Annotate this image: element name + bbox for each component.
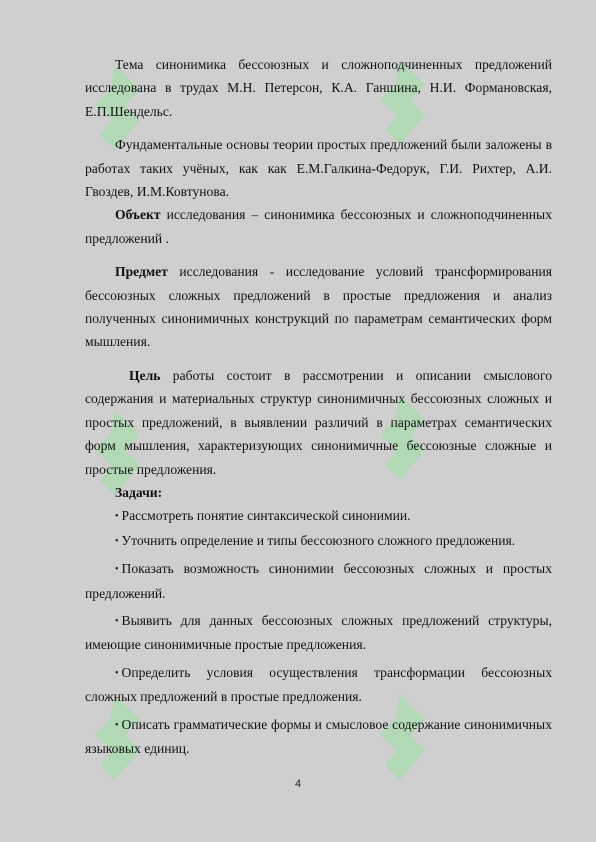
goal-label: Цель [129,367,161,383]
list-item: • Рассмотреть понятие синтаксической синонимии. [115,508,411,524]
paragraph-foundations: Фундаментальные основы теории простых предложений были заложены в работах таких учёных, как как Е.М.Галкина-Федорук, Г.И. Рихтер, А.И. Гвоздев, И.М.Ковтунова. [85,137,552,200]
goal-text: работы состоит в рассмотрении и описании смыслового содержания и материальных структур синонимичных бессоюзных сложных и простых предложений, в выявлении различий в параметрах семантических форм мышления, характеризующих синонимичные бессоюзные сложные и простые предложения. [85,367,552,477]
subject-text: исследования - исследование условий трансформирования бессоюзных сложных предложений в простые предложения и анализ полученных синонимичных конструкций по параметрам семантических форм мышления. [85,264,552,350]
list-item: • Уточнить определение и типы бессоюзного сложного предложения. [115,532,516,548]
paragraph-goal [85,364,552,481]
paragraph-object [85,203,552,250]
list-item: • Показать возможность синонимии бессоюзных сложных и простых предложений. [85,561,552,601]
page-number: 4 [294,778,302,790]
tasks-heading [85,481,552,504]
subject-label: Предмет [115,264,168,280]
bullet-icon: • [115,535,119,547]
list-item: • Описать грамматические формы и смысловое содержание синонимичных языковых единиц. [85,716,552,756]
bullet-icon: • [115,667,119,679]
list-item: • Определить условия осуществления трансформации бессоюзных сложных предложений в простые предложения. [85,664,552,705]
tasks-label: Задачи: [115,484,163,500]
object-text: исследования – синонимика бессоюзных и сложноподчиненных предложений . [85,207,552,246]
list-item: • Выявить для данных бессоюзных сложных предложений структуры, имеющие синонимичные простые предложения. [85,612,552,653]
bullet-icon: • [115,511,119,523]
object-label: Объект [115,207,161,223]
paragraph-topic: Тема синонимика бессоюзных и сложноподчиненных предложений исследована в трудах М.Н. Петерсон, К.А. Ганшина, Н.И. Формановская, Е.П.Шендельс. [85,57,552,119]
bullet-icon: • [115,615,119,627]
bullet-icon: • [115,719,119,731]
document-body [85,53,552,760]
bullet-icon: • [115,564,119,576]
paragraph-subject [85,260,552,354]
